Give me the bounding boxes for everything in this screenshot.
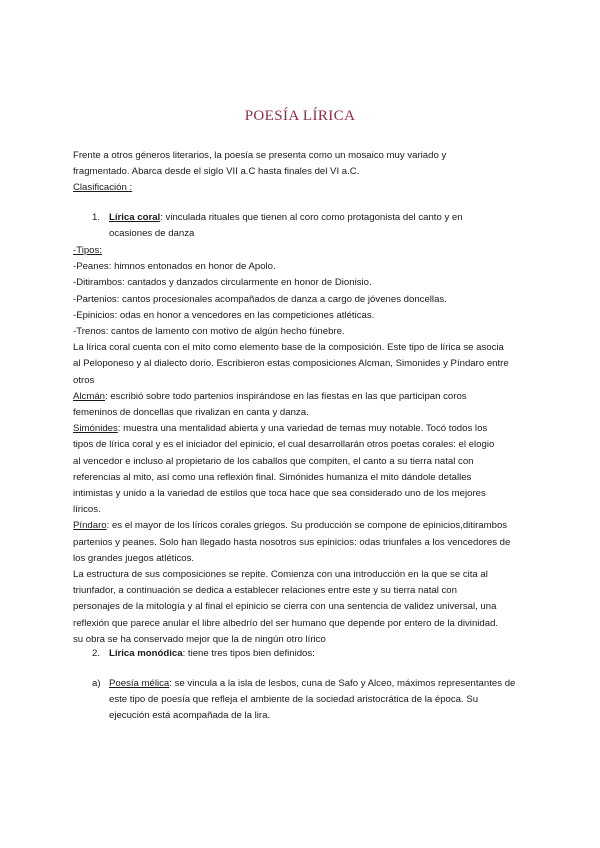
definition-text: ejecución está acompañada de la lira. — [109, 710, 271, 722]
paragraph-line: líricos. — [73, 504, 101, 516]
list-letter: a) — [92, 678, 101, 689]
paragraph-line: al Peloponeso y al dialecto dorio. Escribieron estas composiciones Alcman, Simonides y Píndaro entre — [73, 358, 509, 370]
poet-name-alcman: Alcmán — [73, 390, 105, 402]
definition-text: : se vincula a la isla de lesbos, cuna de Safo y Alceo, máximos representantes de — [169, 678, 516, 689]
tipo-item: -Ditirambos: cantados y danzados circularmente en honor de Dionisio. — [73, 277, 372, 289]
definition-text: : tiene tres tipos bien definidos: — [182, 648, 315, 659]
term-poesia-melica: Poesía mélica — [109, 678, 170, 689]
paragraph-line: La lírica coral cuenta con el mito como elemento base de la composición. Este tipo de lírica se asocia — [73, 342, 504, 354]
paragraph-line: : escribió sobre todo partenios inspirándose en las fiestas en las que participan coros — [105, 390, 467, 402]
poet-name-pindaro: Píndaro — [73, 520, 107, 532]
page-title: POESÍA LÍRICA — [244, 108, 356, 124]
paragraph-line: otros — [73, 374, 95, 386]
definition-text: este tipo de poesía que refleja el ambiente de la sociedad aristocrática de la época. Su — [109, 694, 479, 706]
tipo-item: -Trenos: cantos de lamento con motivo de algún hecho fúnebre. — [73, 326, 345, 338]
paragraph-line: al vencedor e incluso al propietario de los caballos que compiten, el canto a su tierra natal con — [73, 455, 474, 467]
definition-text: : vinculada rituales que tienen al coro como protagonista del canto y en — [160, 212, 463, 223]
tipo-item: -Epinicios: odas en honor a vencedores en las competiciones atléticas. — [73, 309, 375, 321]
paragraph-line: partenios y peanes. Solo han llegado hasta nosotros sus epinicios: odas triunfales a los vencedores de — [73, 536, 511, 548]
intro-line: fragmentado. Abarca desde el siglo VII a.C hasta finales del VI a.C. — [73, 166, 360, 178]
poet-name-simonides: Simónides — [73, 423, 118, 435]
list-number: 2. — [92, 648, 101, 659]
intro-paragraph — [73, 148, 535, 197]
paragraph-line: reflexión que parece anular el libre albedrío del ser humano que depende por entero de la divinidad. — [73, 617, 499, 629]
coral-section — [73, 243, 535, 648]
paragraph-line: La estructura de sus composiciones se repite. Comienza con una introducción en la que se cita al — [73, 569, 488, 581]
term-lirica-monodica: Lírica monódica — [109, 648, 183, 659]
tipos-heading: -Tipos: — [73, 245, 102, 256]
paragraph-line: intimistas y unido a la variedad de estilos que toca hace que sea considerado uno de los mejores — [73, 488, 486, 500]
paragraph-line: femeninos de doncellas que rivalizan en canta y danza. — [73, 407, 309, 419]
paragraph-line: referencias al mito, así como una reflexión final. Simónides humaniza el mito dándole detalles — [73, 471, 472, 483]
paragraph-line: los grandes juegos atléticos. — [73, 552, 195, 564]
clasificacion-heading: Clasificación : — [73, 182, 133, 194]
list-number: 1. — [92, 212, 101, 223]
paragraph-line: : es el mayor de los líricos corales griegos. Su producción se compone de epinicios,ditirambos — [106, 520, 508, 532]
paragraph-line: : muestra una mentalidad abierta y una variedad de temas muy notable. Tocó todos los — [117, 423, 488, 435]
paragraph-line: tipos de lírica coral y es el iniciador del epinicio, el cual desarrollarán otros poetas corales: el elogio — [73, 439, 495, 451]
paragraph-line: triunfador, a continuación se dedica a establecer relaciones entre este y su tierra natal con — [73, 585, 457, 597]
paragraph-line: personajes de la mitología y al final el epinicio se cierra con una sentencia de validez universal, una — [73, 601, 497, 613]
paragraph-line: su obra se ha conservado mejor que la de ningún otro lírico — [73, 633, 326, 645]
term-lirica-coral: Lírica coral — [109, 212, 161, 223]
tipo-item: -Peanes: himnos entonados en honor de Apolo. — [73, 261, 276, 273]
intro-line: Frente a otros géneros literarios, la poesía se presenta como un mosaico muy variado y — [73, 150, 447, 161]
tipo-item: -Partenios: cantos procesionales acompañados de danza a cargo de jóvenes doncellas. — [73, 293, 447, 305]
definition-text: ocasiones de danza — [109, 228, 195, 240]
